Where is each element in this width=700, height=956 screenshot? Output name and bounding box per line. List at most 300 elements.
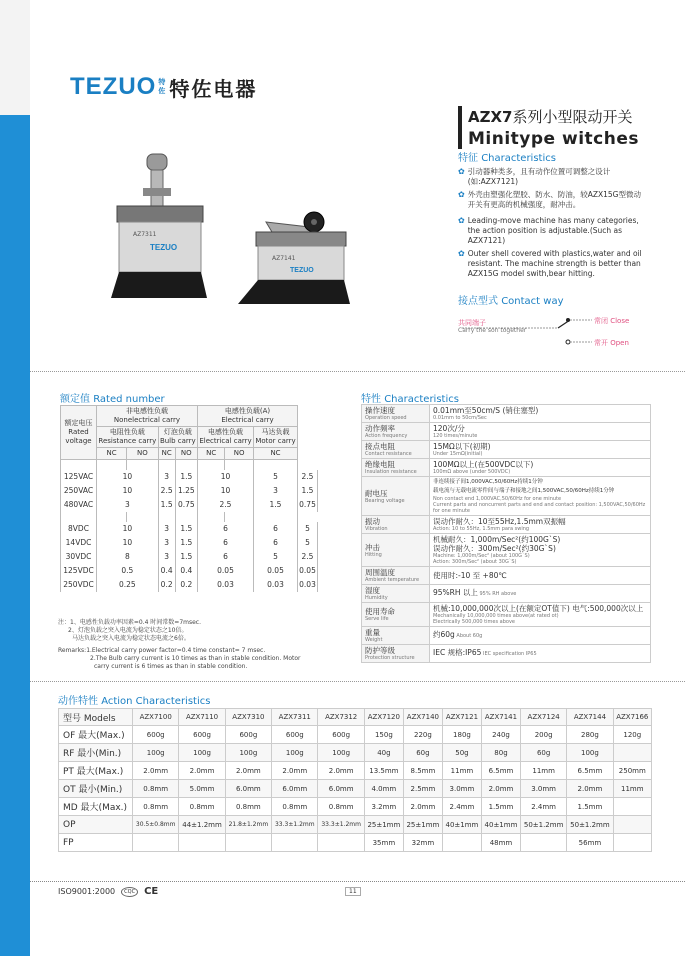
rated-row: [61, 564, 318, 578]
model-cell: AZX7140: [403, 709, 442, 726]
spec-label-en: Vibration: [365, 526, 388, 532]
rated-voltage-cell: 8VDC: [61, 522, 97, 536]
common-terminal-label: 共同端子: [458, 319, 486, 327]
spec-row: [362, 405, 651, 423]
action-value-cell: 2.5mm: [403, 780, 442, 798]
action-value-cell: 25±1mm: [364, 816, 403, 834]
spec-row: [362, 645, 651, 663]
rated-value-cell: 3: [97, 498, 159, 512]
product-right-brand: TEZUO: [290, 267, 314, 274]
action-value-cell: 33.3±1.2mm: [272, 816, 318, 834]
spec-label-cn: 周围温度: [365, 568, 395, 577]
spec-label-cn: 操作速度: [365, 406, 395, 415]
spec-label-cn: 动作频率: [365, 424, 395, 433]
rated-table: [60, 405, 318, 592]
rated-value-cell: 6: [197, 536, 253, 550]
remark-en-3: carry current is 6 times as than in stable condition.: [94, 663, 248, 670]
rated-value-cell: 0.2: [175, 578, 197, 592]
spec-value-en: About 60g: [454, 633, 483, 639]
spec-row: [362, 603, 651, 627]
spacer-cell: [175, 512, 197, 522]
spec-label-en: Humidity: [365, 595, 388, 601]
action-value-cell: 100g: [318, 744, 364, 762]
spec-label-cell: [362, 627, 430, 645]
spec-row: [362, 423, 651, 441]
model-cell: AZX7141: [481, 709, 520, 726]
nonel-en: Nonelectrical carry: [113, 416, 181, 424]
action-value-cell: 2.4mm: [442, 798, 481, 816]
spec-value-cell: [430, 627, 651, 645]
rated-value-cell: 10: [197, 484, 253, 498]
spec-value-cell: [430, 405, 651, 423]
spec-value: 误动作耐久：10至55Hz,1.5mm双振幅: [433, 517, 566, 526]
res-en: Resistance carry: [98, 437, 157, 445]
el-en: Electrical carry: [221, 416, 274, 424]
spec-value-cell: [430, 645, 651, 663]
spacer-row: [61, 460, 318, 470]
spec-value-sub: 120 times/minute: [433, 433, 478, 439]
rated-value-cell: 0.05: [197, 564, 253, 578]
rated-value-cell: 1.25: [175, 484, 197, 498]
char-item: [458, 190, 648, 210]
remark-cn-3: 马达负载之突入电流为稳定状态电流之6倍。: [72, 635, 190, 642]
rated-row: [61, 550, 318, 564]
rated-value-cell: 2.5: [197, 498, 253, 512]
spec-label-en: Ambient temperature: [365, 577, 420, 583]
action-value-cell: 50±1.2mm: [567, 816, 613, 834]
action-value-cell: 8.5mm: [403, 762, 442, 780]
action-row: [59, 744, 652, 762]
action-value-cell: [318, 834, 364, 852]
action-value-cell: 60g: [520, 744, 566, 762]
bullet-icon: ✿: [458, 249, 465, 258]
action-value-cell: 44±1.2mm: [179, 816, 225, 834]
spec-value-sub-2: Current parts and noncurrent parts and end and contact position: 1,500VAC,50/60Hz for one minute: [433, 502, 646, 514]
model-cell: AZX7120: [364, 709, 403, 726]
common-terminal-label-en: Carry the son together: [458, 327, 527, 334]
rated-value-cell: 3: [158, 536, 175, 550]
spec-label-cn: 绝缘电阻: [365, 460, 395, 469]
spec-value-cell: [430, 423, 651, 441]
close-label: 常闭 Close: [594, 317, 630, 325]
spacer-cell: [197, 512, 224, 522]
logo-small-1: 特: [158, 78, 166, 86]
model-cell: AZX7144: [567, 709, 613, 726]
characteristics-title: [458, 149, 648, 164]
rated-value-cell: 1.5: [175, 550, 197, 564]
spec-row: [362, 459, 651, 477]
page-number: 11: [345, 887, 361, 896]
iso-text: ISO9001:2000: [58, 887, 116, 896]
action-row-label: OT 最小(Min.): [59, 780, 133, 798]
spacer-cell: [254, 460, 298, 470]
spec-value-cell: [430, 567, 651, 585]
rated-row: [61, 498, 318, 512]
spec-label-en: Hitting: [365, 551, 382, 558]
action-value-cell: 4.0mm: [364, 780, 403, 798]
spec-label-cn: 湿度: [365, 586, 380, 595]
action-value-cell: 1.5mm: [481, 798, 520, 816]
action-value-cell: 13.5mm: [364, 762, 403, 780]
spec-label-cell: [362, 459, 430, 477]
char-item: [458, 249, 648, 279]
spec-value-cell: [430, 441, 651, 459]
characteristics-section: [458, 149, 648, 279]
rated-voltage-en2: voltage: [65, 437, 92, 445]
rated-title-cn: 额定值: [60, 394, 90, 405]
spec-label-cn: 防护等级: [365, 646, 395, 655]
spec-value-sub: Action: 10 to 55Hz, 1.5mm para swing: [433, 526, 530, 532]
spec-label-en: Bearing voltage: [365, 497, 405, 504]
spacer-cell: [175, 460, 197, 470]
certifications: [58, 886, 158, 897]
rated-value-cell: 1.5: [175, 536, 197, 550]
rated-value-cell: 10: [197, 470, 253, 484]
spec-label-cn: 接点电阻: [365, 442, 395, 451]
spec-label-cn: 使用寿命: [365, 607, 395, 616]
remark-cn-2: 2、灯泡负载之突入电流为稳定状态之10倍。: [68, 627, 188, 634]
spec-value-cell: [430, 459, 651, 477]
contact-diagram: [458, 306, 658, 350]
spec-label-cn: 重量: [365, 628, 380, 637]
spec-value: 15MΩ以下(初期): [433, 442, 491, 451]
spec-value-sub: Mechanically 10,000,000 times above(at rated ot): [433, 613, 559, 619]
action-value-cell: 2.0mm: [567, 780, 613, 798]
rated-value-cell: 10: [97, 536, 159, 550]
action-value-cell: 2.0mm: [318, 762, 364, 780]
bulb-header: [158, 427, 197, 448]
action-value-cell: 100g: [567, 744, 613, 762]
spec-label-cn: 耐电压: [365, 488, 388, 498]
res-cn: 电阻性负载: [109, 428, 145, 436]
action-row-label: OF 最大(Max.): [59, 726, 133, 744]
rated-voltage-cell: 125VAC: [61, 470, 97, 484]
spacer-cell: [225, 460, 254, 470]
spec-value-2: 载电流与无载电流零件间与端子和接地之间1,500VAC,50/60Hz持续1分钟: [433, 488, 615, 494]
rated-row: [61, 484, 318, 498]
spec-value-cell: [430, 585, 651, 603]
spec-label-en: Serve life: [365, 616, 389, 622]
remark-en-1: Remarks:1.Electrical carry power factor=0.4 time constant= 7 msec.: [58, 647, 266, 654]
specs-table: [361, 404, 651, 663]
action-value-cell: 600g: [225, 726, 271, 744]
rated-value-cell: 5: [254, 550, 298, 564]
action-value-cell: 600g: [179, 726, 225, 744]
action-value-cell: 2.0mm: [403, 798, 442, 816]
brand-name: 特佐电器: [169, 76, 258, 101]
spec-label-cell: [362, 516, 430, 534]
action-value-cell: 600g: [133, 726, 179, 744]
action-value-cell: 2.0mm: [179, 762, 225, 780]
specs-title-cn: 特性: [361, 394, 381, 405]
action-row: [59, 834, 652, 852]
nonelectrical-header: [97, 406, 198, 427]
section-divider: [30, 371, 685, 372]
rated-value-cell: 5: [254, 470, 298, 484]
bullet-icon: ✿: [458, 190, 465, 199]
action-value-cell: 240g: [481, 726, 520, 744]
motor-en: Motor carry: [255, 437, 296, 445]
model-cell: AZX7312: [318, 709, 364, 726]
action-value-cell: 50g: [442, 744, 481, 762]
product-left-model: AZ7311: [133, 231, 157, 238]
spec-value-sub: 100mΩ above (under 500VDC): [433, 469, 511, 475]
spacer-cell: [158, 512, 175, 522]
spec-row: [362, 441, 651, 459]
rated-voltage-cn: 额定电压: [64, 419, 93, 427]
rated-row: [61, 470, 318, 484]
action-value-cell: [613, 798, 651, 816]
spec-label-en: Weight: [365, 637, 383, 643]
spec-value: 非连续接子间1,000VAC,50/60Hz持续1分钟: [433, 479, 543, 485]
title-cn-rest: 系列小型限动开关: [512, 108, 633, 126]
product-image-left: [105, 148, 220, 308]
action-value-cell: 11mm: [442, 762, 481, 780]
remark-en-2: 2.The Bulb carry current is 10 times as than in stable condition. Motor: [90, 655, 301, 662]
action-value-cell: [613, 834, 651, 852]
nc-header: NC: [97, 448, 127, 460]
rated-value-cell: 8: [97, 550, 159, 564]
spec-value-sub: Non contact end 1,000VAC,50/60Hz for one minute: [433, 496, 562, 502]
spec-value-sub-2: Electrically 500,000 times above: [433, 619, 516, 625]
char-title-cn: 特征: [458, 153, 478, 164]
action-value-cell: 2.0mm: [272, 762, 318, 780]
action-value-cell: 280g: [567, 726, 613, 744]
action-title-en: Action Characteristics: [101, 696, 211, 707]
specs-body: [362, 405, 651, 663]
action-value-cell: 5.0mm: [179, 780, 225, 798]
rated-voltage-cell: 480VAC: [61, 498, 97, 512]
spec-label-cell: [362, 477, 430, 516]
action-value-cell: 0.8mm: [225, 798, 271, 816]
action-value-cell: 6.5mm: [481, 762, 520, 780]
action-value-cell: 2.0mm: [481, 780, 520, 798]
rated-value-cell: 10: [97, 522, 159, 536]
spacer-row: [61, 512, 318, 522]
action-body: [59, 709, 652, 852]
rated-value-cell: 0.5: [97, 564, 159, 578]
rated-value-cell: 0.4: [158, 564, 175, 578]
char-title-en: Characteristics: [481, 153, 556, 164]
rated-value-cell: 0.75: [175, 498, 197, 512]
contact-title-en: Contact way: [501, 296, 564, 307]
spec-label-cell: [362, 441, 430, 459]
action-value-cell: 6.0mm: [318, 780, 364, 798]
open-label: 常开 Open: [594, 339, 629, 347]
model-cell: AZX7311: [272, 709, 318, 726]
spec-row: [362, 567, 651, 585]
spec-value-sub: 0.01mm to 50cm/Sec: [433, 415, 487, 421]
electrical-header: [197, 406, 297, 427]
action-value-cell: [272, 834, 318, 852]
action-value-cell: 0.8mm: [179, 798, 225, 816]
spec-value-cell: [430, 477, 651, 516]
action-value-cell: 250mm: [613, 762, 651, 780]
action-value-cell: 80g: [481, 744, 520, 762]
char-item-text: 引动器种类多，且有动作位置可调整之设计(如:AZX7121): [467, 167, 611, 186]
ce-mark-icon: CE: [144, 886, 159, 897]
product-title: [458, 106, 639, 149]
spec-row: [362, 585, 651, 603]
spacer-cell: [97, 460, 127, 470]
spec-row: [362, 534, 651, 567]
specs-title-en: Characteristics: [384, 394, 459, 405]
spacer-cell: [61, 512, 97, 522]
rated-value-cell: 6: [197, 550, 253, 564]
action-value-cell: 2.4mm: [520, 798, 566, 816]
spec-label-cn: 冲击: [365, 542, 380, 552]
spec-value-cell: [430, 516, 651, 534]
rated-value-cell: 1.5: [297, 484, 317, 498]
contact-title-cn: 接点型式: [458, 296, 498, 307]
model-cell: AZX7310: [225, 709, 271, 726]
rated-voltage-cell: 125VDC: [61, 564, 97, 578]
spacer-cell: [197, 460, 224, 470]
action-value-cell: 100g: [272, 744, 318, 762]
action-value-cell: 100g: [179, 744, 225, 762]
motor-cn: 马达负载: [261, 428, 290, 436]
model-cell: AZX7110: [179, 709, 225, 726]
rated-row: [61, 522, 318, 536]
action-value-cell: 56mm: [567, 834, 613, 852]
rated-value-cell: 1.5: [158, 498, 175, 512]
action-value-cell: 35mm: [364, 834, 403, 852]
action-value-cell: 32mm: [403, 834, 442, 852]
title-model: AZX7: [468, 108, 513, 126]
spec-value: 使用时:-10 至 +80℃: [433, 571, 507, 580]
action-row-label: MD 最大(Max.): [59, 798, 133, 816]
rated-value-cell: 2.5: [297, 550, 317, 564]
title-en: Minitype witches: [468, 129, 639, 149]
spec-value: 机械耐久：1,000m/Sec²(约100G`S): [433, 535, 561, 544]
action-title-cn: 动作特性: [58, 696, 98, 707]
spec-label-cell: [362, 423, 430, 441]
logo-text: TEZUO: [70, 73, 157, 100]
action-value-cell: 220g: [403, 726, 442, 744]
rated-value-cell: 0.03: [297, 578, 317, 592]
model-cell: AZX7124: [520, 709, 566, 726]
action-row: [59, 780, 652, 798]
action-value-cell: 3.2mm: [364, 798, 403, 816]
section-divider: [30, 681, 685, 682]
action-value-cell: 6.5mm: [567, 762, 613, 780]
no-header: NO: [127, 448, 159, 460]
rated-title: [60, 390, 165, 405]
spacer-cell: [158, 460, 175, 470]
action-value-cell: [225, 834, 271, 852]
spec-label-cn: 振动: [365, 517, 380, 526]
char-item: [458, 167, 648, 187]
rated-value-cell: 3: [158, 550, 175, 564]
rated-value-cell: 5: [297, 522, 317, 536]
rated-voltage-cell: 250VDC: [61, 578, 97, 592]
rated-row: [61, 536, 318, 550]
rated-ac-body: [61, 460, 318, 512]
rated-voltage-en1: Rated: [68, 428, 89, 436]
contact-way-title: [458, 292, 564, 307]
action-row-label: FP: [59, 834, 133, 852]
action-row-label: OP: [59, 816, 133, 834]
nc-header: NC: [197, 448, 224, 460]
spec-label-en: Contact resistance: [365, 451, 412, 457]
spacer-cell: [254, 512, 298, 522]
action-value-cell: 150g: [364, 726, 403, 744]
action-value-cell: 60g: [403, 744, 442, 762]
models-label: 型号 Models: [59, 709, 133, 726]
bulb-cn: 灯泡负载: [163, 428, 192, 436]
spec-value: 120次/分: [433, 424, 465, 433]
rated-value-cell: 2.5: [158, 484, 175, 498]
rated-value-cell: 0.75: [297, 498, 317, 512]
bulb-en: Bulb carry: [159, 437, 196, 445]
spec-label-cell: [362, 405, 430, 423]
rated-value-cell: 0.03: [254, 578, 298, 592]
char-item-text: Outer shell covered with plastics,water and oil resistant. The machine strength is better than AZX15G model swith,bear hitting.: [467, 249, 642, 278]
char-item-text: Leading-move machine has many categories, the action position is adjustable.(Such as AZX7121): [467, 216, 639, 245]
elec-header: [197, 427, 253, 448]
spec-value-en: 95% RH above: [477, 591, 517, 597]
action-value-cell: [613, 744, 651, 762]
action-value-cell: 200g: [520, 726, 566, 744]
action-value-cell: [133, 834, 179, 852]
rated-value-cell: 10: [97, 484, 159, 498]
spacer-cell: [97, 512, 127, 522]
action-value-cell: 6.0mm: [225, 780, 271, 798]
spacer-cell: [225, 512, 254, 522]
action-value-cell: [179, 834, 225, 852]
elec-cn: 电感性负载: [207, 428, 243, 436]
action-value-cell: 120g: [613, 726, 651, 744]
logo-small-chars: [158, 78, 165, 96]
rated-value-cell: 0.25: [97, 578, 159, 592]
no-header: NO: [225, 448, 254, 460]
model-cell: AZX7121: [442, 709, 481, 726]
rated-value-cell: 1.5: [254, 498, 298, 512]
el-cn: 电感性负载(A): [224, 407, 271, 415]
rated-voltage-header: [61, 406, 97, 460]
action-value-cell: 3.0mm: [520, 780, 566, 798]
action-value-cell: 11mm: [613, 780, 651, 798]
action-title: [58, 692, 210, 707]
elec-en: Electrical carry: [199, 437, 252, 445]
spec-label-en: Action frequency: [365, 433, 408, 439]
spec-label-cell: [362, 585, 430, 603]
spec-value: 机械:10,000,000次以上(在额定OT值下) 电气:500,000次以上: [433, 604, 644, 613]
spacer-cell: [61, 460, 97, 470]
char-item-text: 外壳由塑强化塑胶、防水、防油，较AZX15G型微动开关有更高的机械强度，耐冲击。: [467, 190, 641, 209]
spec-value: IEC 规格:IP65 IEC specification IP65: [433, 648, 537, 657]
action-value-cell: 0.8mm: [272, 798, 318, 816]
rated-value-cell: 10: [97, 470, 159, 484]
action-value-cell: 6.0mm: [272, 780, 318, 798]
action-value-cell: 180g: [442, 726, 481, 744]
spec-label-en: Operation speed: [365, 415, 407, 421]
action-value-cell: 40g: [364, 744, 403, 762]
action-row-label: PT 最大(Max.): [59, 762, 133, 780]
action-value-cell: 40±1mm: [442, 816, 481, 834]
action-value-cell: 11mm: [520, 762, 566, 780]
rated-value-cell: 5: [297, 536, 317, 550]
product-left-brand: TEZUO: [150, 243, 178, 252]
spec-label-cell: [362, 567, 430, 585]
rated-voltage-cell: 250VAC: [61, 484, 97, 498]
product-right-model: AZ7141: [272, 255, 296, 262]
rated-voltage-cell: 14VDC: [61, 536, 97, 550]
action-value-cell: 25±1mm: [403, 816, 442, 834]
title-cn: [468, 106, 639, 127]
action-table: [58, 708, 652, 852]
spec-row: [362, 516, 651, 534]
